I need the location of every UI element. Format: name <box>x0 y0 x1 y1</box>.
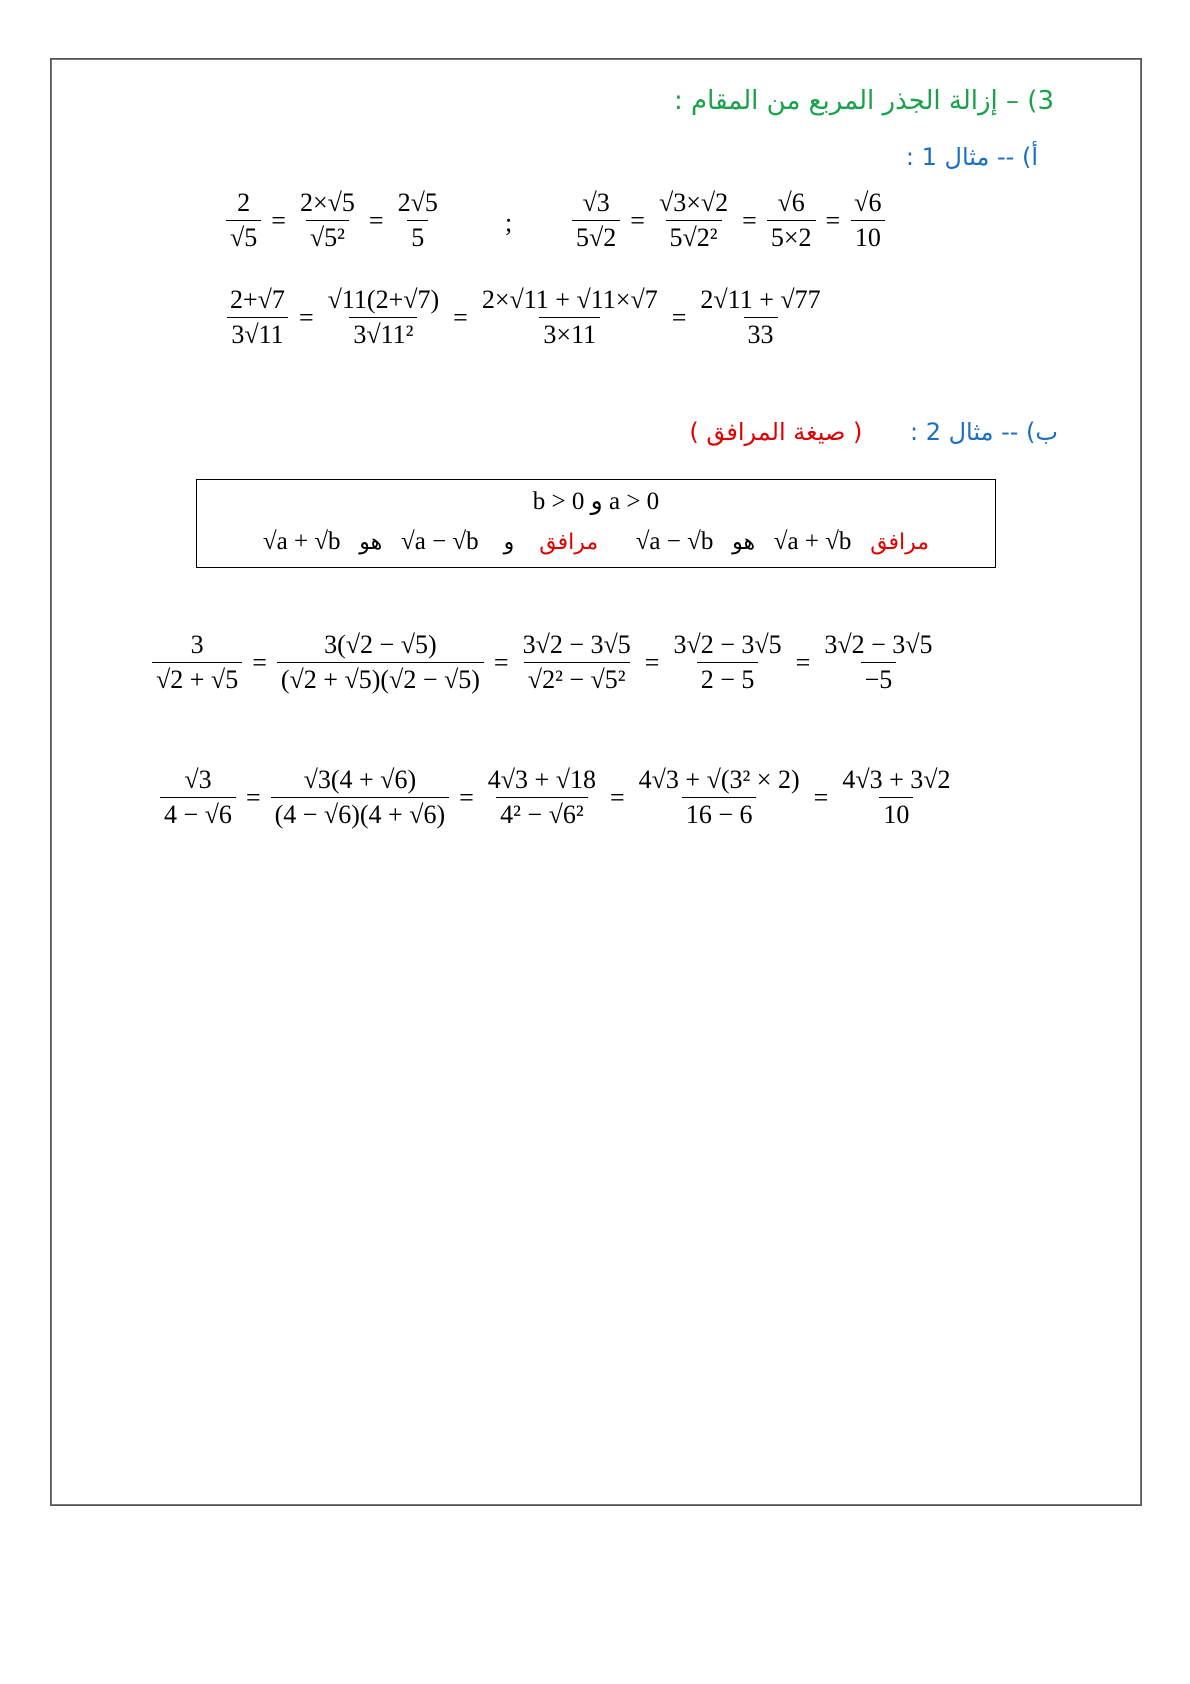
fraction: $\frac{√6}{10}$ <box>850 188 885 253</box>
fraction: $\frac{\text{4√3 + √(3² × 2)}}{16 - 6}$ <box>638 765 800 829</box>
fraction: $\frac{2\times√11 + √11\times√7}{3\times 11}$ <box>481 285 658 349</box>
fraction: $\frac{√3}{5√2}$ <box>572 188 620 253</box>
fraction: $\frac{√3}{4 - √6}$ <box>160 765 236 830</box>
example-b2: $\frac{√3}{4 - √6}$ = $\frac{√3(4 + √6)}{(4 - √6)(4 + √6)}$ = $\frac{4√3 + √18}{\text{4² − √6²}}$ = $\frac{\text{4√3 + √(3² × 2)}}{16 - 6}$ = $\frac{4√3 + 3√2}{10}$ <box>160 765 955 830</box>
example-a-heading: أ) -- مثال 1 : <box>905 143 1038 171</box>
fraction: $\frac{3}{√2 + √5}$ <box>152 630 242 695</box>
fraction: $\frac{4√3 + 3√2}{10}$ <box>842 765 951 829</box>
fraction: $\frac{√6}{5\times 2}$ <box>767 188 816 253</box>
section-title: 3) – إزالة الجذر المربع من المقام : <box>674 86 1054 116</box>
fraction: $\frac{√11(2+√7)}{\text{3√11²}}$ <box>327 285 440 349</box>
fraction: $\frac{2+√7}{3√11}$ <box>226 285 289 350</box>
example-b1: $\frac{3}{√2 + √5}$ = $\frac{3(√2 - √5)}{(√2 + √5)(√2 - √5)}$ = $\frac{3√2 - 3√5}{\text{√2² − √5²}}$ = $\frac{3√2 - 3√5}{2 - 5}$ = $\frac{3√2 - 3√5}{-5}$ <box>152 630 937 695</box>
fraction: $\frac{3√2 - 3√5}{\text{√2² − √5²}}$ <box>522 630 631 694</box>
fraction: $\frac{√3(4 + √6)}{(4 - √6)(4 + √6)}$ <box>271 765 450 830</box>
fraction: $\frac{3(√2 - √5)}{(√2 + √5)(√2 - √5)}$ <box>277 630 484 695</box>
separator: ; <box>505 208 513 237</box>
conjugate-formula-note: ( صيغة المرافق ) <box>689 418 863 446</box>
rule-statement: √a + √b هو √a − √b مرافق و √a − √b هو √a + √b مرافق <box>262 528 930 555</box>
example-b-heading <box>689 418 1058 446</box>
rule-conditions: b > 0 و a > 0 <box>532 488 660 515</box>
fraction: $\frac{3√2 - 3√5}{2 - 5}$ <box>673 630 782 694</box>
fraction: $\frac{2√11 + √77}{33}$ <box>700 285 821 349</box>
fraction: $\frac{4√3 + √18}{\text{4² − √6²}}$ <box>487 765 596 829</box>
fraction: $\frac{√3\times√2}{\text{5√2²}}$ <box>658 188 729 252</box>
fraction: $\frac{3√2 - 3√5}{-5}$ <box>824 630 933 694</box>
example-b-label: ب) -- مثال 2 : <box>909 418 1058 446</box>
example-a1-right: $\frac{√3}{5√2}$ = $\frac{√3\times√2}{\text{5√2²}}$ = $\frac{√6}{5\times 2}$ = $\frac{√6}{10}$ <box>572 188 885 253</box>
example-a1-left: $\frac{2}{√5}$ = $\frac{2\times√5}{\text{√5²}}$ = $\frac{2√5}{5}$ <box>226 188 442 253</box>
fraction: $\frac{2}{√5}$ <box>226 188 261 253</box>
example-a2: $\frac{2+√7}{3√11}$ = $\frac{√11(2+√7)}{\text{3√11²}}$ = $\frac{2\times√11 + √11\times√7}{3\times 11}$ = $\frac{2√11 + √77}{33}$ <box>226 285 825 350</box>
fraction: $\frac{2√5}{5}$ <box>397 188 438 252</box>
conjugate-rule-box <box>196 479 996 568</box>
fraction: $\frac{2\times√5}{\text{√5²}}$ <box>299 188 355 252</box>
